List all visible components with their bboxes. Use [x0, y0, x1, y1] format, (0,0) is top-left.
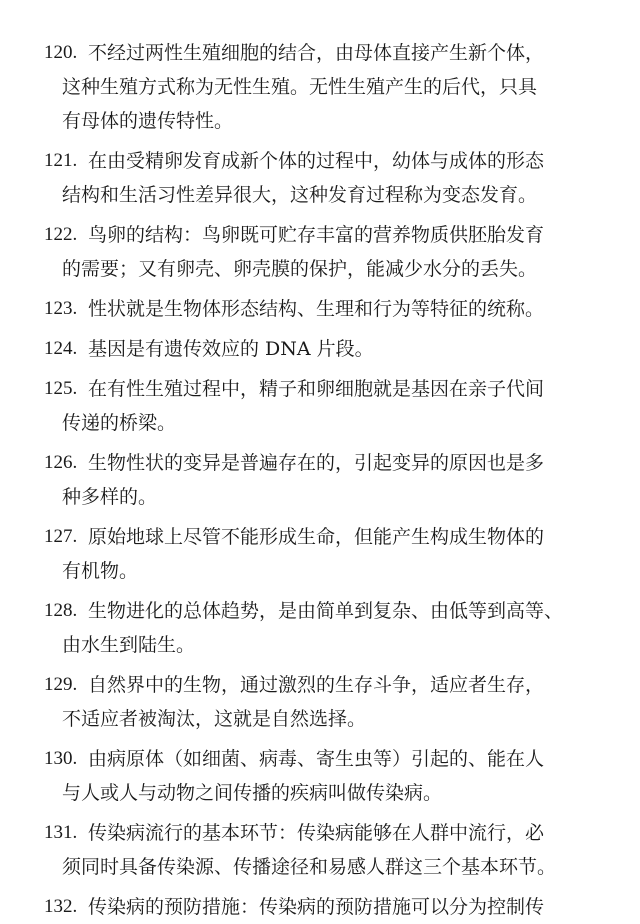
item-number: 131.: [44, 822, 78, 843]
text-line: 传递的桥梁。: [62, 412, 177, 434]
item-number: 120.: [44, 42, 78, 63]
text-line: 结构和生活习性差异很大，这种发育过程称为变态发育。: [62, 184, 538, 206]
list-item: [0, 594, 640, 662]
list-item: [0, 446, 640, 514]
item-text: [0, 890, 640, 924]
text-line: 由病原体（如细菌、病毒、寄生虫等）引起的、能在人: [88, 748, 545, 770]
text-line: 原始地球上尽管不能形成生命，但能产生构成生物体的: [88, 526, 545, 548]
text-line: 有母体的遗传特性。: [62, 110, 234, 132]
item-text: [0, 594, 640, 662]
item-text: [0, 816, 640, 884]
text-line: 有机物。: [62, 560, 139, 582]
list-item: [0, 372, 640, 440]
list-item: [0, 816, 640, 884]
item-text: [0, 332, 640, 366]
item-number: 125.: [44, 378, 78, 399]
list-item: [0, 292, 640, 326]
text-line: 传染病的预防措施：传染病的预防措施可以分为控制传: [88, 896, 545, 918]
list-item: [0, 890, 640, 924]
item-text: [0, 292, 640, 326]
item-text: [0, 742, 640, 810]
item-number: 128.: [44, 600, 78, 621]
list-item: [0, 36, 640, 138]
item-number: 124.: [44, 338, 78, 359]
text-line: 种多样的。: [62, 486, 158, 508]
text-line: 不经过两性生殖细胞的结合，由母体直接产生新个体，: [88, 42, 545, 64]
item-number: 123.: [44, 298, 78, 319]
text-line: 的需要；又有卵壳、卵壳膜的保护，能减少水分的丢失。: [62, 258, 538, 280]
text-line: 在由受精卵发育成新个体的过程中，幼体与成体的形态: [88, 150, 545, 172]
item-text: [0, 36, 640, 138]
text-line: 由水生到陆生。: [62, 634, 196, 656]
list-item: [0, 668, 640, 736]
list-item: [0, 144, 640, 212]
item-number: 132.: [44, 896, 78, 917]
item-number: 130.: [44, 748, 78, 769]
text-line: 鸟卵的结构：鸟卵既可贮存丰富的营养物质供胚胎发育: [88, 224, 545, 246]
text-line: 须同时具备传染源、传播途径和易感人群这三个基本环节。: [62, 856, 557, 878]
text-line: 自然界中的生物，通过激烈的生存斗争，适应者生存，: [88, 674, 545, 696]
item-number: 129.: [44, 674, 78, 695]
list-item: [0, 520, 640, 588]
text-line: 生物性状的变异是普遍存在的，引起变异的原因也是多: [88, 452, 545, 474]
list-item: [0, 332, 640, 366]
text-line: 基因是有遗传效应的 DNA 片段。: [88, 338, 374, 360]
item-number: 126.: [44, 452, 78, 473]
list-item: [0, 742, 640, 810]
text-line: 与人或人与动物之间传播的疾病叫做传染病。: [62, 782, 443, 804]
text-line: 在有性生殖过程中，精子和卵细胞就是基因在亲子代间: [88, 378, 545, 400]
item-text: [0, 446, 640, 514]
item-number: 122.: [44, 224, 78, 245]
list-item: [0, 218, 640, 286]
text-line: 这种生殖方式称为无性生殖。无性生殖产生的后代，只具: [62, 76, 538, 98]
text-line: 传染病流行的基本环节：传染病能够在人群中流行，必: [88, 822, 545, 844]
item-text: [0, 144, 640, 212]
text-line: 性状就是生物体形态结构、生理和行为等特征的统称。: [88, 298, 545, 320]
item-number: 127.: [44, 526, 78, 547]
text-line: 生物进化的总体趋势，是由简单到复杂、由低等到高等、: [88, 600, 564, 622]
item-number: 121.: [44, 150, 78, 171]
item-text: [0, 668, 640, 736]
item-text: [0, 520, 640, 588]
item-text: [0, 218, 640, 286]
text-line: 不适应者被淘汰，这就是自然选择。: [62, 708, 367, 730]
item-text: [0, 372, 640, 440]
